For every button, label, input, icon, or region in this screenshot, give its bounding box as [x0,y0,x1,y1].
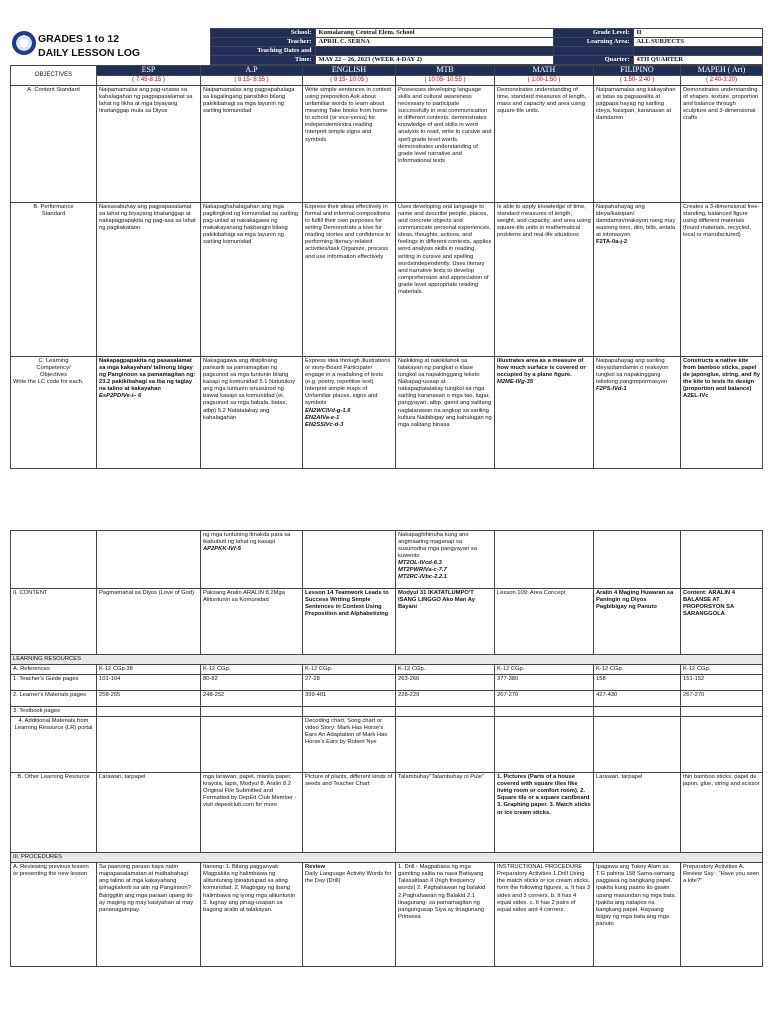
other-resources-label: B. Other Learning Resource [11,773,97,853]
lm-ap: 248-252 [201,691,303,707]
quarter-label: Quarter: [553,56,633,65]
cont-mapeh [681,531,763,589]
dates-value: MAY 22 – 26, 2023 (WEEK 4-DAY 2) [315,56,553,65]
content-mtb: Modyul 31 IKATATLUMPO'T ISANG LINGGO Ako Man Ay Bayani [396,589,495,655]
lc-english-text: Express idea through illustrations or story-Board Participate/ engage in a readalong of texts (e.g. poetry, repetitive text) Interpret simple maps of Unfamiliar places, signs and symbols [305,358,391,407]
cont-ap-text: ng mga tuntuning itinakda para sa ikabubuti ng lahat ng kasapi [203,532,291,546]
lm-esp: 258-265 [97,691,201,707]
cont-ap-code: AP2PKK-IVf-5 [203,546,242,553]
cs-esp: Naipamamalas ang pag-unawa sa kahalagahan ng pagpapasalamat sa lahat ng likha at mga biyayang tinatanggap mula sa Diyos [97,86,201,203]
form-title-line1: GRADES 1 to 12 [38,33,120,46]
lc-english-code-1: EN2WCIVd-g-1.6 [305,407,351,414]
row-label-competency [11,357,97,469]
time-ap: ( 8:15- 8:55 ) [201,75,303,85]
cont-math [495,531,594,589]
textbook-row [11,707,763,717]
ps-english: Express their ideas effectively in formal and informal compositions to fulfill their own purposes for writing Demonstrate a love for reading stories and confidence in performing literacy-related activities/task Organize, process and use information effectively [303,203,396,357]
cs-ap: Naipamamalas ang pagpapahalaga sa kagalingang pansibiko bilang pakikibahagi sa mga layunin ng sariling komunidad [201,86,303,203]
lc-english-code-2: EN2AIVa-e-1 [305,414,340,421]
time-mtb: ( 10:05- 10:55 ) [396,75,495,85]
tg-mapeh: 151-152 [681,675,763,691]
cont-english [303,531,396,589]
lc-filipino-code: F2PS-IVd-1 [596,386,627,393]
cs-mapeh: Demonstrates understanding of shapes, texture, proportion and balance through sculpture and 3-dimensional crafts [681,86,763,203]
lm-math: 267-270 [495,691,594,707]
review-english-2: Daily Language Activity Words for the Day (Drill) [305,871,392,885]
time-esp: ( 7:45-8:15 ) [97,75,201,85]
review-esp: Sa paanong paraan kaya natin mapapasalamatan at maibabahagi ang talino at mga kakayahang ipinagkaloob sa atin ng Panginoon? Banggitin ang mga paraan upang ito ay maging ng may kasiyahan at may pananagumpay. [97,863,201,967]
subject-filipino: FILIPINO [594,66,681,76]
tg-english: 27-28 [303,675,396,691]
cont-esp [97,531,201,589]
content-mapeh: Content: ARALIN 4 BALANSE AT PROPORSYON SA SARANGGOLA [681,589,763,655]
lc-math [495,357,594,469]
time-english: ( 9:15- 10:05 ) [303,75,396,85]
cs-math: Demonstrates understanding of time, standard measures of length, mass and capacity and area using square-tile units. [495,86,594,203]
deped-seal-icon [12,31,36,55]
content-ap: Paksang Aralin ARALIN 8.2Mga Alituntunin sa Komunidad [201,589,303,655]
content-math: Lesson 109: Area Concept [495,589,594,655]
cont-mtb-code-3: MT2RC-IVbc-2.2.1 [398,574,447,581]
ref-esp: K-12 CGp.38 [97,665,201,675]
content-english: Lesson 14 Teamwork Leads to Success Writing Simple Sentences in Context Using Preposition and Alphabetizing [303,589,396,655]
lc-mapeh [681,357,763,469]
learning-resources-header: LEARNING RESOURCES [11,655,763,665]
cont-mtb-text: Nakapaghihinuha kung ano angmaaring maganap sa susunodna mga pangyayari sa kuwento [398,532,477,560]
review-ap: Itanong: 1. Bilang pagganyak: Magpakita ng halimbawa ng alituntuning ipinatutupad sa ating komunidad. 2. Magbigay ng ibang halimbawa ng iyong mga alituntunin 3. Iugnay ang pinag-usapan sa bagong aralin at talakayan. [201,863,303,967]
quarter-spacer-label [553,47,633,56]
lm-mtb: 228-229 [396,691,495,707]
review-math: INSTRUCTIONAL PROCEDURE Preparatory Activities 1.Drill Using the match sticks or ice cream sticks, form the following figures. a. It has 3 sides and 3 corners. b. It has 4 equal sides. c. It has 2 pairs of equal sides and 4 corners. [495,863,594,967]
or-mapeh: thin bamboo sticks, papel de japon, glue, string and scissor [681,773,763,853]
additional-materials-row [11,717,763,773]
cont-label [11,531,97,589]
or-ap: mga larawan, papel, manila paper, krayola, lapis, Modyul 8, Aralin 8.2 Original File Submitted and Formatted by DepEd Club Member - visit depedclub.com for more [201,773,303,853]
lc-mapeh-code: A2EL-IVc [683,393,709,400]
cont-filipino [594,531,681,589]
dates-spacer [315,47,553,56]
or-english: Picture of plants, different kinds of seeds and Teacher Chart [303,773,396,853]
lm-english: 399-401 [303,691,396,707]
performance-standard-row [11,203,763,357]
lc-label-3: Objectives [39,372,68,379]
grade-value: II [633,29,762,38]
ps-esp: Naisasabuhay ang pagpapasalamat sa lahat ng biyayang tinatanggap at nakapagpapakita ng pag-asa sa lahat ng pagkakataon [97,203,201,357]
teacher-label: Teacher: [210,38,315,47]
quarter-spacer-value [633,47,762,56]
quarter-value: 4TH QUARTER [633,56,762,65]
objectives-header: OBJECTIVES [11,66,97,86]
ref-english: K-12 CGp. [303,665,396,675]
lc-mapeh-text: Constructs a native kite from bamboo sticks, papel de japonglue, string, and fly the kite to tests its design (proportion and balance) [683,358,760,393]
competency-row [11,357,763,469]
lc-label-2: Competency/ [36,365,71,372]
lesson-log-page-2 [10,530,762,967]
learning-area-label: Learning Area: [553,38,633,47]
ps-mapeh: Creates a 3-dimensional free-standing, balanced figure using different materials (found materials, recycled, local or manufactured) [681,203,763,357]
subject-math: MATH [495,66,594,76]
lc-english [303,357,396,469]
lc-mtb: Naikikinig at nakikilahok sa talakayan ng pangkat o klase tungkol sa napakinggang teksto Nakapag-uusap at nakapagtatalakay tungkol sa mga sariling karanasan o mga tao, lugar, pangyayari, atbp. gamit ang salitang naglalarawan na angkop sa sariling kultura Naibibigay ang kahulugan ng mga salitang binasa [396,357,495,469]
learning-area-value: ALL SUBJECTS [633,38,762,47]
content-standard-row [11,86,763,203]
lc-esp [97,357,201,469]
learners-materials-row [11,691,763,707]
lc-note: Write the LC code for each. [13,379,84,386]
tg-ap: 80-82 [201,675,303,691]
content-label: II. CONTENT [11,589,97,655]
objectives-table [10,65,763,469]
tg-math: 377-380 [495,675,594,691]
subject-ap: A.P [201,66,303,76]
cs-filipino: Naipamamalas ang kakayahan at tatas sa pagsasalita at pagpapa hayag ng sariling ideya, kaisipan, karanasan at damdamin [594,86,681,203]
references-label: A. References [11,665,97,675]
ref-mtb: K-12 CGp. [396,665,495,675]
cont-mtb [396,531,495,589]
lc-ap: Nakagagawa ang disiplinang pansarili sa pamamagitan ng pagsunod sa mga tuntunin bilang kasapi ng komunidad 5.1 Natutukoy ang mga tuntunin sinusunod ng bawat kasapi sa komunidad (ei. pagsunod sa mga babala, batas, atbp) 5.2 Natatalakay ang kahalagahan [201,357,303,469]
lc-esp-text-2: 23.2 pakikibahagi sa iba ng taglay na talino at kakayahan [99,379,193,393]
or-esp: Larawan, tarpapel [97,773,201,853]
or-mtb: Talambuhay"Talambuhay ni Pule" [396,773,495,853]
ps-mtb: Uses developing oral language to name and describe people, places, and concrete objects and communicate personal experiences, ideas, thoughts, actions, and feelings in different contexts. applies word analysis skills in reading, writing in cursive and spelling wordsindependently. Uses literary and narrative texts to develop comprehension and appreciation of grade level appropriate reading materials. [396,203,495,357]
ref-math: K-12 CGp. [495,665,594,675]
cont-mtb-code-2: MT2PWRIVa-c-7.7 [398,567,447,574]
ps-filipino-code: F2TA-0a-j-2 [596,239,628,246]
tg-label: 1. Teacher's Guide pages [11,675,97,691]
lc-english-code-3: EN2SSIVc-d-3 [305,421,344,428]
lm-filipino: 427-430 [594,691,681,707]
review-row [11,863,763,967]
dates-label-1: Teaching Dates and [210,47,315,56]
review-filipino: Ipagawa ang Tukoy Alam sa T.G pahina 158 Sama-samang paggawa ng bangkang papel. Ipakita kung paano ito gawin upang masundan ng mga bata. Ipakita ang natapos na bangkang papel. Hayaang ibigay ng mga bata ang mga panuto [594,863,681,967]
lm-mapeh: 267-270 [681,691,763,707]
cs-english: Write simple sentences in context using preposition Ask about unfamiliar words to learn about meaning Take books from home to school (or vice-versa) for independent/extra reading Interpret simple signs and symbols [303,86,396,203]
lc-filipino [594,357,681,469]
tg-esp: 101-104 [97,675,201,691]
content-filipino: Aralin 4 Maging Huwaran sa Paningin ng Diyos Pagbibigay ng Panuto [594,589,681,655]
ps-math: Is able to apply knowledge of time, standard measures of length, weight, and capacity, and area using square-tile units in mathematical problems and real-life situations [495,203,594,357]
subject-esp: ESP [97,66,201,76]
ps-label-2: Standard [41,211,66,218]
cs-mtb: Possesses developing language skills and cultural awareness necessary to participate successfully in oral communication in different contexts. demonstrates knowledge of and skills in word analysis to read, write in cursive and spell grade level words. demonstrates understanding of grade level narrative and informational texts [396,86,495,203]
textbook-label: 3. Textbook pages [11,707,97,717]
time-mapeh: ( 2:40-3:20) [681,75,763,85]
row-label-performance-standard [11,203,97,357]
lc-filipino-text: Naipapahayag ang sariling ideya/damdamin o reaksyon tungkol sa napakinggang tekstong pangimpormasyon [596,358,669,386]
tg-filipino: 158 [594,675,681,691]
lc-math-text: Illustrates area as a measure of how much surface is covered or occupied by a plane figure. [497,358,586,379]
procedures-row [11,853,763,863]
continuation-row [11,531,763,589]
grade-label: Grade Level: [553,29,633,38]
other-resources-row [11,773,763,853]
ref-filipino: K-12 CGp. [594,665,681,675]
ps-filipino [594,203,681,357]
school-value: Kumalarang Central Elem. School [315,29,553,38]
deped-seal-cell [10,29,36,65]
references-row [11,665,763,675]
school-label: School: [210,29,315,38]
additional-label: 4. Additional Materials from Learning Resource (LR) portal [11,717,97,773]
content-esp: Pagmamahal sa Diyos (Love of God) [97,589,201,655]
procedures-header: III. PROCEDURES [11,853,763,863]
lc-esp-code: EsP2PDIVe-i– 6 [99,393,142,400]
subject-english: ENGLISH [303,66,396,76]
cont-ap [201,531,303,589]
content-row [11,589,763,655]
or-math: 1. Pictures (Parts of a house covered with square tiles like living room or comfort room). 2. Square tile or a square cardboard 3. Graphing paper. 3. Match sticks or ice cream sticks. [495,773,594,853]
learning-resources-row [11,655,763,665]
tg-mtb: 263-266 [396,675,495,691]
review-english-1: Review [305,864,325,871]
subject-mapeh: MAPEH ( Art) [681,66,763,76]
additional-english: Decoding chart, Song chart or video Story: Mark Has Horse's Ears An Adaptation of Mark Has Horse's Ears by Robert Nye [303,717,396,773]
ps-label-1: B. Performance [33,204,74,211]
or-filipino: Larawan, tarpapel [594,773,681,853]
header-table [10,28,763,65]
lesson-log-page-1 [10,28,762,469]
review-label: A. Reviewing previous lesson or presenting the new lesson [11,863,97,967]
form-title-line2: DAILY LESSON LOG [38,46,141,59]
teacher-value: APRIL C. SERNA [315,38,553,47]
content-table [10,530,763,967]
lc-label-1: C. Learning [38,358,69,365]
subject-mtb: MTB [396,66,495,76]
ps-ap: Nakapaghahalagahan ang mga pagliingkod ng komunidad sa sariling pag-unlad at nakakagawa ng makakayanang hakbangin bilang pakikibahagi sa mga layunin ng sariling komunidad [201,203,303,357]
cont-mtb-code-1: MT2OL-IVcd-6.3 [398,560,442,567]
review-english [303,863,396,967]
ref-ap: K-12 CGp. [201,665,303,675]
review-mtb: 1. Drill - Magpabasa ng mga gamiting salita na nasa Batayang Talasalitaan II (high frequency words) 2. Paghahawan ng balakid 2.Paghahawan ng Balakid 2.1 tinagurang- sa pamamagitan ng pangungusap Siya ay tinaguriang Prinsesa [396,863,495,967]
row-label-content-standard: A. Content Standard [11,86,97,203]
review-mapeh: Preparatory Activities A. Review Say : "Have you seen a kite?" [681,863,763,967]
ps-filipino-text: Naipahahayag ang ideya/kaisipan/ damdamin/reaksyon nang may wastong tono, diin, bilis, antala at intonasyon [596,204,676,239]
time-filipino: ( 1:50- 2:40 ) [594,75,681,85]
dates-label-2: Time: [210,56,315,65]
form-title [36,29,210,65]
lc-esp-text: Nakapagpapakita ng pasasalamat sa mga kakayahan/ talinong bigay ng Panginoon sa pamamagitan ng: [99,358,196,379]
teachers-guide-row [11,675,763,691]
ref-mapeh: K-12 CGp. [681,665,763,675]
time-math: ( 1:00-1:50 ) [495,75,594,85]
lm-label: 2. Learner's Materials pages [11,691,97,707]
lc-math-code: M2ME-IVg-35 [497,379,534,386]
